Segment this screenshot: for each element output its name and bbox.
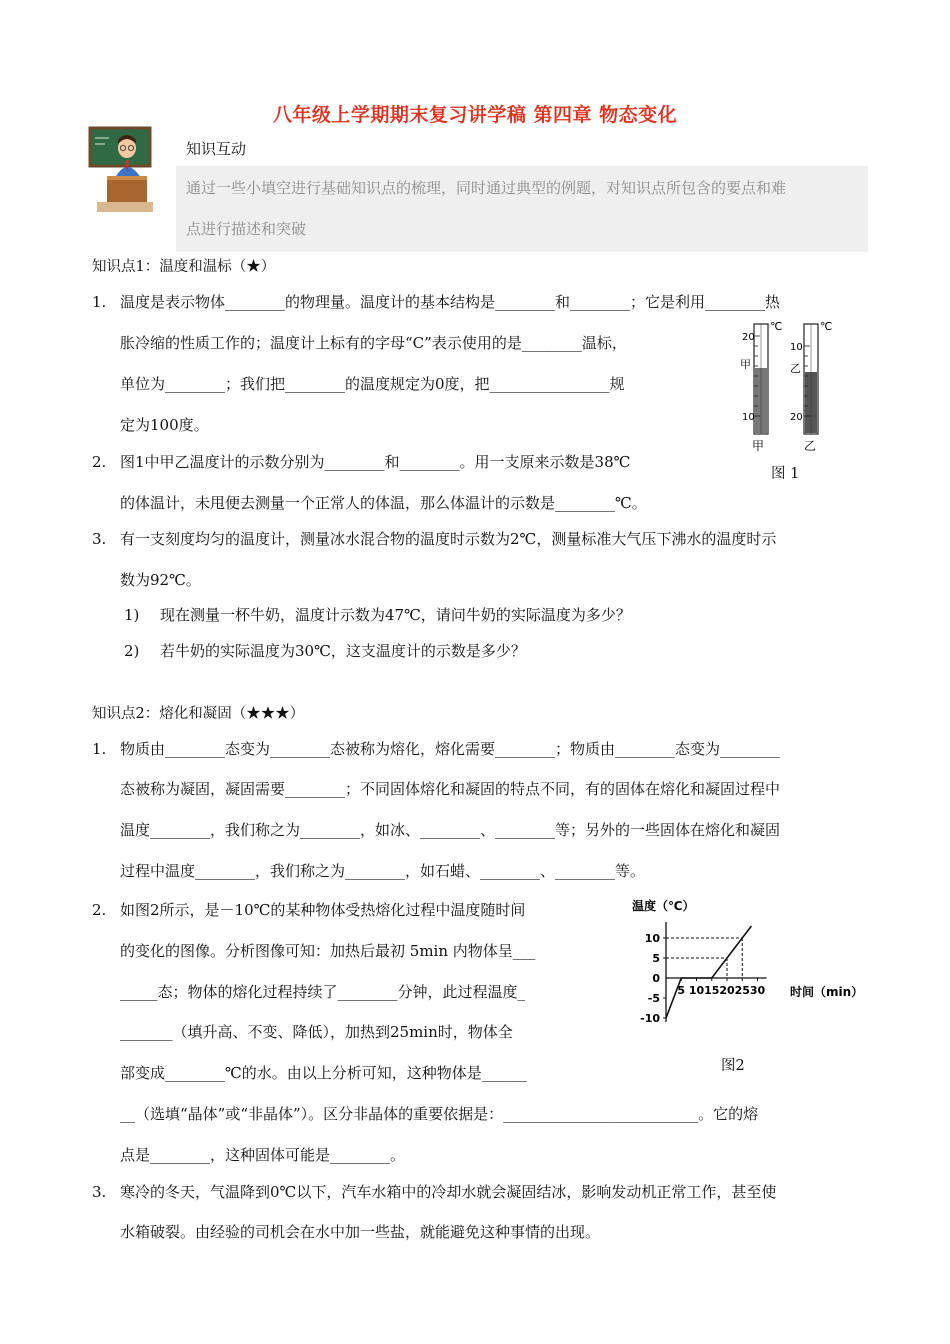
q1-2-line-1: 图1中甲乙温度计的示数分别为________和________。用一支原来示数是38℃ <box>120 453 631 471</box>
section-1-heading: 知识点1：温度和温标（★） <box>92 259 276 275</box>
thermometer-jia <box>740 320 782 453</box>
y-tick-label: 10 <box>644 932 660 945</box>
q1-2-line-2: 的体温计，未甩便去测量一个正常人的体温，那么体温计的示数是________℃。 <box>120 494 647 512</box>
q2-2-line-4: _______（填升高、不变、降低），加热到25min时，物体全 <box>120 1023 513 1041</box>
x-tick-label: 15 <box>704 984 720 997</box>
q2-1-line-2: 态被称为凝固，凝固需要________；不同固体熔化和凝固的特点不同，有的固体在熔化和凝固过程中 <box>120 780 781 798</box>
x-tick-label: 5 <box>677 984 686 997</box>
q1-2-number: 2. <box>92 453 107 471</box>
y-tick-label: -10 <box>640 1012 660 1025</box>
jia-unit: ℃ <box>770 320 783 333</box>
q2-1-line-1: 物质由________态变为________态被称为熔化，熔化需要________；物质由________态变为________ <box>120 740 781 758</box>
q1-3-sub-2-number: 2) <box>124 642 140 660</box>
y-tick-label: 5 <box>652 952 660 965</box>
jia-tick-bottom: 10 <box>742 412 755 423</box>
q1-1-line-3: 单位为________；我们把________的温度规定为0度，把________________规 <box>120 375 625 393</box>
q2-3-number: 3. <box>92 1183 107 1201</box>
q2-2-line-3: _____态；物体的熔化过程持续了________分钟，此过程温度_ <box>120 983 526 1001</box>
q1-3-number: 3. <box>92 530 107 548</box>
yi-label: 乙 <box>804 439 817 453</box>
q1-3-line-1: 有一支刻度均匀的温度计，测量冰水混合物的温度时示数为2℃，测量标准大气压下沸水的温度时示 <box>120 530 777 548</box>
x-tick-label: 30 <box>749 984 766 997</box>
page-title: 八年级上学期期末复习讲学稿 第四章 物态变化 <box>272 104 678 126</box>
chart-series <box>666 926 751 1018</box>
chart-x-label: 时间（min） <box>790 985 864 999</box>
figure-2-chart <box>620 892 864 1032</box>
figure-1-thermometers <box>732 316 842 456</box>
q2-1-number: 1. <box>92 740 107 758</box>
q1-3-sub-2: 若牛奶的实际温度为30℃，这支温度计的示数是多少？ <box>160 642 526 660</box>
q2-2-line-5: 部变成________℃的水。由以上分析可知，这种物体是______ <box>120 1064 527 1082</box>
q1-3-line-2: 数为92℃。 <box>120 571 201 589</box>
teacher-illustration <box>89 126 155 214</box>
q1-1-line-2: 胀冷缩的性质工作的；温度计上标有的字母“C”表示使用的是________温标， <box>120 334 627 352</box>
jia-label: 甲 <box>752 439 765 453</box>
chart-guides <box>666 938 742 978</box>
section-2-heading: 知识点2：熔化和凝固（★★★） <box>92 706 305 722</box>
q2-1-line-4: 过程中温度________，我们称之为________，如石蜡、________、________等。 <box>120 862 646 880</box>
q1-1-number: 1. <box>92 293 107 311</box>
intro-text-line-2: 点进行描述和突破 <box>186 220 307 238</box>
y-tick-label: -5 <box>647 992 660 1005</box>
q1-3-sub-1: 现在测量一杯牛奶，温度计示数为47℃，请问牛奶的实际温度为多少？ <box>160 606 631 624</box>
q2-1-line-3: 温度________，我们称之为________，如冰、________、________等；另外的一些固体在熔化和凝固 <box>120 821 781 839</box>
yi-tick-bottom: 20 <box>790 412 803 423</box>
jia-tick-top: 20 <box>742 332 755 343</box>
q1-1-line-4: 定为100度。 <box>120 416 209 434</box>
q2-2-number: 2. <box>92 901 107 919</box>
x-tick-label: 20 <box>719 984 735 997</box>
q1-1-line-1: 温度是表示物体________的物理量。温度计的基本结构是________和________；它是利用________热 <box>120 293 781 311</box>
y-tick-label: 0 <box>652 972 660 985</box>
yi-tick-top: 10 <box>790 342 803 353</box>
q2-2-line-7: 点是________，这种固体可能是________。 <box>120 1146 406 1164</box>
figure-1-caption: 图 1 <box>771 466 800 482</box>
thermometer-yi <box>790 320 832 453</box>
q2-2-line-1: 如图2所示，是－10℃的某种物体受热熔化过程中温度随时间 <box>120 901 526 919</box>
q2-2-line-6: __（选填“晶体”或“非晶体”）。区分非晶体的重要依据是：__________________________。它的熔 <box>120 1105 759 1123</box>
x-tick-label: 25 <box>734 984 750 997</box>
figure-2-caption: 图2 <box>721 1058 745 1074</box>
q2-3-line-1: 寒冷的冬天，气温降到0℃以下，汽车水箱中的冷却水就会凝固结冰，影响发动机正常工作，甚至使 <box>120 1183 777 1201</box>
yi-mark: 乙 <box>790 362 801 375</box>
jia-mark: 甲 <box>740 358 751 371</box>
q2-3-line-2: 水箱破裂。由经验的司机会在水中加一些盐，就能避免这种事情的出现。 <box>120 1223 601 1241</box>
yi-unit: ℃ <box>820 320 833 333</box>
q1-3-sub-1-number: 1) <box>124 606 140 624</box>
intro-text-line-1: 通过一些小填空进行基础知识点的梳理，同时通过典型的例题，对知识点所包含的要点和难 <box>186 179 787 197</box>
intro-heading: 知识互动 <box>186 140 247 158</box>
q2-2-line-2: 的变化的图像。分析图像可知：加热后最初 5min 内物体呈___ <box>120 942 536 960</box>
temperature-line <box>666 926 751 1018</box>
x-tick-label: 10 <box>688 984 705 997</box>
chart-y-label: 温度（℃） <box>632 899 695 913</box>
